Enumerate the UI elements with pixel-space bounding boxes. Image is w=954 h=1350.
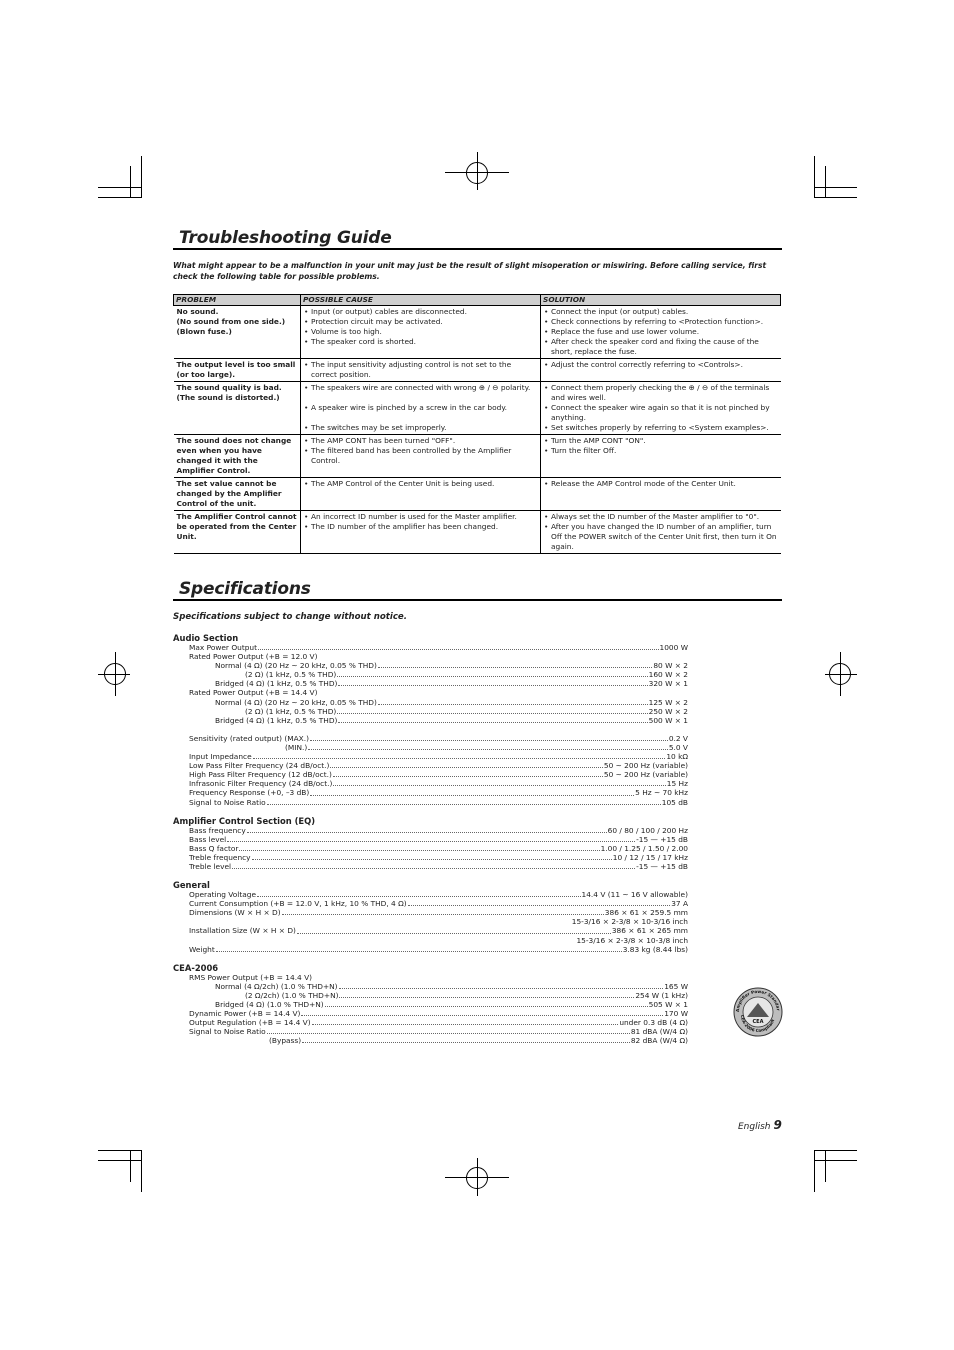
problem-text: The sound does not change even when you have changed it with the Amplifier Control. xyxy=(176,436,292,475)
section-title-general: General xyxy=(173,880,210,891)
spec-label: (Bypass) xyxy=(269,1036,302,1046)
cause-item: • An incorrect ID number is used for the Master amplifier. xyxy=(304,512,537,522)
spec-value: 50 ~ 200 Hz (variable) xyxy=(603,770,688,780)
table-row xyxy=(174,306,781,359)
solution-item: • Adjust the control correctly referring to <Controls>. xyxy=(544,360,778,370)
problem-cell xyxy=(174,435,301,478)
spec-label: Input Impedance xyxy=(189,752,252,762)
troubleshooting-intro: What might appear to be a malfunction in your unit may just be the result of slight misoperation or miswiring. Before calling service, first check the following table for possible problems. xyxy=(173,261,767,281)
problem-text: (or too large). xyxy=(176,370,236,379)
solution-item: • Release the AMP Control mode of the Center Unit. xyxy=(544,479,778,489)
spec-line xyxy=(173,761,688,770)
section-title-cea: CEA-2006 xyxy=(173,962,219,973)
crop-mark xyxy=(130,1150,131,1182)
cause-cell xyxy=(301,306,541,359)
spec-line xyxy=(173,788,688,797)
spec-label: Sensitivity (rated output) (MAX.) xyxy=(189,733,309,743)
crop-mark xyxy=(98,1160,141,1161)
registration-mark xyxy=(840,652,841,696)
problem-cell xyxy=(174,382,301,435)
solution-item: • Set switches properly by referring to <System examples>. xyxy=(544,423,778,433)
cause-item: • Protection circuit may be activated. xyxy=(304,317,537,327)
table-row xyxy=(174,435,781,478)
problem-text: The Amplifier Control cannot be operated from the Center Unit. xyxy=(176,512,297,541)
spec-line xyxy=(173,743,688,752)
problem-text: No sound. xyxy=(176,307,219,316)
crop-mark xyxy=(98,1150,141,1151)
spec-value: 105 dB xyxy=(661,797,688,807)
spec-value: 3.83 kg (8.44 lbs) xyxy=(622,944,688,954)
spec-label: Weight xyxy=(189,944,215,954)
spec-line xyxy=(173,826,688,835)
section-title-eq: Amplifier Control Section (EQ) xyxy=(173,815,316,826)
solution-item: • Turn the filter Off. xyxy=(544,446,778,456)
problem-text: (The sound is distorted.) xyxy=(176,393,280,402)
crop-mark xyxy=(814,156,815,198)
cause-item: • The speaker cord is shorted. xyxy=(304,337,537,347)
footer-language: English xyxy=(738,1122,771,1132)
crop-mark xyxy=(814,1150,815,1192)
spec-label: Bass frequency xyxy=(189,825,246,835)
problem-cell xyxy=(174,306,301,359)
spec-line xyxy=(173,862,688,871)
problem-text: The set value cannot be changed by the Amplifier Control of the unit. xyxy=(176,479,282,508)
registration-mark xyxy=(825,674,857,675)
problem-cell xyxy=(174,511,301,554)
spec-value: 386 × 61 × 265 mm xyxy=(611,926,688,936)
spec-line xyxy=(173,991,688,1000)
spec-line xyxy=(173,1018,688,1027)
spec-value: 250 W × 2 xyxy=(648,706,688,716)
logo-top-text: Amplifier Power Standar xyxy=(734,988,781,1013)
crop-mark xyxy=(814,197,857,198)
spec-line xyxy=(173,798,688,807)
spec-line xyxy=(173,853,688,862)
spec-label: Dynamic Power (+B = 14.4 V) xyxy=(189,1009,301,1019)
crop-mark xyxy=(825,1150,826,1182)
spec-value: 5 Hz ~ 70 kHz xyxy=(635,788,688,798)
spec-value: 386 × 61 × 259.5 mm xyxy=(604,908,688,918)
spec-value: 160 W × 2 xyxy=(648,670,688,680)
table-row xyxy=(174,382,781,435)
solution-cell xyxy=(541,478,781,511)
crop-mark xyxy=(130,166,131,198)
spec-value: -15 — +15 dB xyxy=(636,834,688,844)
spec-line xyxy=(173,1027,688,1036)
spec-line xyxy=(173,844,688,853)
spec-label: Installation Size (W × H × D) xyxy=(189,926,296,936)
cause-cell xyxy=(301,382,541,435)
spec-line xyxy=(173,716,688,725)
spec-value: 125 W × 2 xyxy=(648,697,688,707)
logo-bottom-text: CEA-2006 Compliant xyxy=(739,1014,776,1034)
cause-item: • The speakers wire are connected with wrong ⊕ / ⊖ polarity. xyxy=(304,383,537,393)
spec-line xyxy=(173,698,688,707)
table-row xyxy=(174,511,781,554)
spec-value: 10 kΩ xyxy=(666,752,688,762)
troubleshooting-table xyxy=(173,294,781,554)
spec-label: Treble level xyxy=(189,861,232,871)
spec-label: Normal (4 Ω) (20 Hz ~ 20 kHz, 0.05 % THD) xyxy=(215,661,377,671)
spec-line xyxy=(173,973,688,982)
solution-item: • Always set the ID number of the Master amplifier to "0". xyxy=(544,512,778,522)
solution-cell xyxy=(541,435,781,478)
spec-label: (MIN.) xyxy=(285,742,308,752)
spec-line xyxy=(173,1036,688,1045)
cause-cell xyxy=(301,511,541,554)
table-row xyxy=(174,359,781,382)
problem-text: (No sound from one side.) xyxy=(176,317,286,326)
spec-line xyxy=(173,908,688,917)
cause-item: • The filtered band has been controlled by the Amplifier Control. xyxy=(304,446,537,466)
spec-value: 500 W × 1 xyxy=(648,715,688,725)
solution-item: • Connect them properly checking the ⊕ / ⊖ of the terminals and wires well. xyxy=(544,383,778,403)
spec-label: Output Regulation (+B = 14.4 V) xyxy=(189,1018,311,1028)
spec-line xyxy=(173,890,688,899)
spec-label: Bridged (4 Ω) (1 kHz, 0.5 % THD) xyxy=(215,679,338,689)
spec-value: 15 Hz xyxy=(666,779,688,789)
table-row xyxy=(174,478,781,511)
problem-text: The output level is too small xyxy=(176,360,296,369)
solution-cell xyxy=(541,306,781,359)
spec-label: Operating Voltage xyxy=(189,890,257,900)
spec-label: Bridged (4 Ω) (1 kHz, 0.5 % THD) xyxy=(215,715,338,725)
spec-label: (2 Ω/2ch) (1.0 % THD+N) xyxy=(245,990,339,1000)
title-rule xyxy=(173,599,782,601)
solution-item: • Replace the fuse and use lower volume. xyxy=(544,327,778,337)
spec-value: 10 / 12 / 15 / 17 kHz xyxy=(612,852,688,862)
registration-mark xyxy=(477,152,478,190)
spec-label: Rated Power Output (+B = 14.4 V) xyxy=(189,688,318,698)
spec-line xyxy=(173,835,688,844)
cause-item: • Volume is too high. xyxy=(304,327,537,337)
spec-label: Current Consumption (+B = 12.0 V, 1 kHz, 10 % THD, 4 Ω) xyxy=(189,899,407,909)
specifications-note: Specifications subject to change without notice. xyxy=(173,612,408,622)
spec-label: Signal to Noise Ratio xyxy=(189,1027,266,1037)
spec-label: Bass level xyxy=(189,834,227,844)
spec-line xyxy=(173,670,688,679)
title-rule xyxy=(173,248,782,250)
solution-item: • After check the speaker cord and fixing the cause of the short, replace the fuse. xyxy=(544,337,778,357)
problem-cell xyxy=(174,359,301,382)
spec-value: 170 W xyxy=(664,1009,688,1019)
spec-value: 82 dBA (W/4 Ω) xyxy=(630,1036,688,1046)
table-header-row xyxy=(174,295,781,306)
registration-mark xyxy=(477,1158,478,1196)
spec-label: Dimensions (W × H × D) xyxy=(189,908,281,918)
spec-value: 1.00 / 1.25 / 1.50 / 2.00 xyxy=(600,843,688,853)
spec-value: 1000 W xyxy=(659,643,688,652)
solution-item: • Turn the AMP CONT "ON". xyxy=(544,436,778,446)
cause-item: • The switches may be set improperly. xyxy=(304,423,537,433)
spec-line xyxy=(173,1000,688,1009)
logo-mark: CEA xyxy=(752,1019,764,1025)
problem-text: (Blown fuse.) xyxy=(176,327,232,336)
spec-line xyxy=(173,982,688,991)
spec-line xyxy=(173,688,688,697)
crop-mark xyxy=(98,187,141,188)
spec-label: RMS Power Output (+B = 14.4 V) xyxy=(189,972,313,982)
troubleshooting-title: Troubleshooting Guide xyxy=(179,228,392,248)
header-solution: SOLUTION xyxy=(541,295,781,306)
spec-value: under 0.3 dB (4 Ω) xyxy=(619,1018,688,1028)
page-number: 9 xyxy=(773,1118,782,1132)
spec-label: Normal (4 Ω) (20 Hz ~ 20 kHz, 0.05 % THD) xyxy=(215,697,377,707)
spec-value: 320 W × 1 xyxy=(648,679,688,689)
spec-label: Frequency Response (+0, –3 dB) xyxy=(189,788,310,798)
spec-value: 165 W xyxy=(664,981,688,991)
spec-line xyxy=(173,1009,688,1018)
spec-line xyxy=(173,779,688,788)
spec-line xyxy=(173,643,688,652)
spec-value: 505 W × 1 xyxy=(648,1000,688,1009)
spec-label: High Pass Filter Frequency (12 dB/oct.) xyxy=(189,770,332,780)
specifications-title: Specifications xyxy=(179,579,311,599)
crop-mark xyxy=(814,187,857,188)
spec-value: -15 — +15 dB xyxy=(636,861,688,871)
cause-item: • A speaker wire is pinched by a screw in the car body. xyxy=(304,403,537,413)
spec-line xyxy=(173,899,688,908)
spec-value: 81 dBA (W/4 Ω) xyxy=(630,1027,688,1037)
spec-value: 50 ~ 200 Hz (variable) xyxy=(603,761,688,771)
cause-item: • The AMP Control of the Center Unit is being used. xyxy=(304,479,537,489)
spec-line xyxy=(173,652,688,661)
spec-line xyxy=(173,661,688,670)
spec-line xyxy=(173,679,688,688)
cause-cell xyxy=(301,478,541,511)
spec-label: Low Pass Filter Frequency (24 dB/oct.) xyxy=(189,761,330,771)
cea-compliance-logo xyxy=(733,987,783,1041)
problem-text: The sound quality is bad. xyxy=(176,383,282,392)
spec-line xyxy=(173,770,688,779)
spec-label: Infrasonic Filter Frequency (24 dB/oct.) xyxy=(189,779,333,789)
crop-mark xyxy=(825,166,826,198)
crop-mark xyxy=(814,1160,857,1161)
spec-line xyxy=(173,917,688,926)
solution-item: • After you have changed the ID number of an amplifier, turn Off the POWER switch of the Center Unit first, then turn it On again. xyxy=(544,522,778,552)
page-footer xyxy=(738,1118,782,1132)
spec-label: Bass Q factor xyxy=(189,843,239,853)
crop-mark xyxy=(814,1150,857,1151)
cause-item: • The input sensitivity adjusting control is not set to the correct position. xyxy=(304,360,537,380)
spec-label: (2 Ω) (1 kHz, 0.5 % THD) xyxy=(245,670,337,680)
spec-label: Normal (4 Ω/2ch) (1.0 % THD+N) xyxy=(215,981,338,991)
cause-cell xyxy=(301,359,541,382)
solution-cell xyxy=(541,382,781,435)
solution-item: • Connect the speaker wire again so that it is not pinched by anything. xyxy=(544,403,778,423)
spec-label: Rated Power Output (+B = 12.0 V) xyxy=(189,652,318,662)
spec-value: 37 A xyxy=(671,899,688,909)
header-cause: POSSIBLE CAUSE xyxy=(301,295,541,306)
cause-item: • Input (or output) cables are disconnected. xyxy=(304,307,537,317)
spec-value: 0.2 V xyxy=(668,733,688,743)
spec-value: 5.0 V xyxy=(668,742,688,752)
spec-value: 14.4 V (11 ~ 16 V allowable) xyxy=(581,890,688,900)
spec-value: 15-3/16 × 2-3/8 × 10-3/16 inch xyxy=(571,917,688,927)
crop-mark xyxy=(141,1150,142,1192)
spec-value: 254 W (1 kHz) xyxy=(635,990,688,1000)
spec-value: 80 W × 2 xyxy=(653,661,688,671)
registration-mark xyxy=(98,674,130,675)
spec-line xyxy=(173,926,688,935)
registration-mark xyxy=(115,652,116,696)
cause-item: • The ID number of the amplifier has been changed. xyxy=(304,522,537,532)
section-title-audio: Audio Section xyxy=(173,633,239,643)
solution-item: • Check connections by referring to <Protection function>. xyxy=(544,317,778,327)
spec-line xyxy=(173,752,688,761)
solution-cell xyxy=(541,511,781,554)
spec-label: Max Power Output xyxy=(189,643,257,652)
cause-cell xyxy=(301,435,541,478)
spec-line xyxy=(173,945,688,954)
solution-item: • Connect the input (or output) cables. xyxy=(544,307,778,317)
spec-label: Signal to Noise Ratio xyxy=(189,797,266,807)
specifications-list xyxy=(173,633,688,1045)
spec-label: Treble frequency xyxy=(189,852,251,862)
spec-label: (2 Ω) (1 kHz, 0.5 % THD) xyxy=(245,706,337,716)
spec-line xyxy=(173,707,688,716)
spec-line xyxy=(173,734,688,743)
spec-label: Bridged (4 Ω) (1.0 % THD+N) xyxy=(215,1000,324,1009)
crop-mark xyxy=(98,197,141,198)
cause-item: • The AMP CONT has been turned "OFF". xyxy=(304,436,537,446)
spec-line xyxy=(173,936,688,945)
solution-cell xyxy=(541,359,781,382)
spec-value: 60 / 80 / 100 / 200 Hz xyxy=(607,825,688,835)
spec-value: 15-3/16 × 2-3/8 × 10-3/8 inch xyxy=(576,935,688,945)
problem-cell xyxy=(174,478,301,511)
header-problem: PROBLEM xyxy=(174,295,301,306)
crop-mark xyxy=(141,156,142,198)
